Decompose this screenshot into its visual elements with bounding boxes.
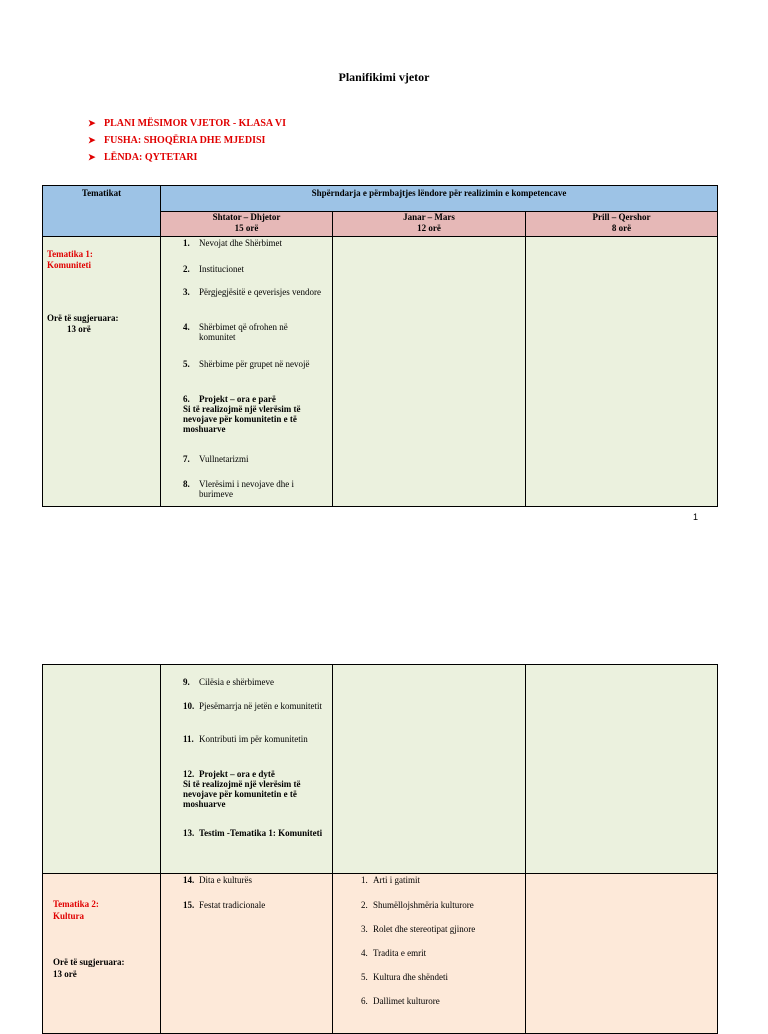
header-period-1: Shtator – Dhjetor 15 orë bbox=[161, 212, 333, 237]
period-2-topics-cont bbox=[333, 665, 526, 874]
topic-item: 2. Shumëllojshmëria kulturore bbox=[361, 900, 474, 910]
period-1-topics bbox=[161, 237, 333, 507]
topic-item: 5. Shërbime për grupet në nevojë bbox=[183, 359, 310, 369]
period-2-topics bbox=[333, 237, 526, 507]
theme-2-hours-label: Orë të sugjeruara: bbox=[53, 957, 125, 967]
theme-1-name: Tematika 1: Komuniteti bbox=[47, 249, 93, 270]
theme-1-hours: 13 orë bbox=[67, 324, 91, 334]
arrow-icon: ➤ bbox=[88, 135, 96, 145]
period-3-theme2-topics bbox=[526, 874, 718, 1034]
topic-item: 1. Nevojat dhe Shërbimet bbox=[183, 238, 282, 248]
header-distribution: Shpërndarja e përmbajtjes lëndore për realizimin e kompetencave bbox=[161, 186, 718, 212]
theme-2-hours: 13 orë bbox=[53, 969, 77, 979]
period-2-theme2-topics bbox=[333, 874, 526, 1034]
period-1-topics-cont bbox=[161, 665, 333, 874]
header-period-3: Prill – Qershor 8 orë bbox=[526, 212, 718, 237]
document-title: Planifikimi vjetor bbox=[338, 70, 430, 84]
test-item: 13. Testim -Tematika 1: Komuniteti bbox=[183, 828, 323, 838]
arrow-icon: ➤ bbox=[88, 152, 96, 162]
bullet-plan: ➤ PLANI MËSIMOR VJETOR - KLASA VI bbox=[88, 118, 286, 129]
theme-2-cell bbox=[43, 874, 161, 1034]
topic-item: 14. Dita e kulturës bbox=[183, 875, 252, 885]
header-period-2: Janar – Mars 12 orë bbox=[333, 212, 526, 237]
period-1-theme2-topics bbox=[161, 874, 333, 1034]
project-item: 6. Projekt – ora e parë Si të realizojmë një vlerësim të nevojave për komunitetin e të moshuarve bbox=[183, 394, 301, 434]
topic-item: 4. Tradita e emrit bbox=[361, 948, 427, 958]
annual-plan-table-page1 bbox=[42, 185, 718, 507]
theme-2-name: Tematika 2: Kultura bbox=[53, 899, 99, 921]
topic-item: 11. Kontributi im për komunitetin bbox=[183, 734, 308, 744]
topic-item: 5. Kultura dhe shëndeti bbox=[361, 972, 448, 982]
topic-item: 6. Dallimet kulturore bbox=[361, 996, 440, 1006]
project-item: 12. Projekt – ora e dytë Si të realizojmë një vlerësim të nevojave për komunitetin e të moshuarve bbox=[183, 769, 301, 809]
period-3-topics-cont bbox=[526, 665, 718, 874]
topic-item: 15. Festat tradicionale bbox=[183, 900, 266, 910]
topic-item: 7. Vullnetarizmi bbox=[183, 454, 249, 464]
period-3-topics bbox=[526, 237, 718, 507]
header-tematikat: Tematikat bbox=[43, 186, 161, 237]
topic-item: 10. Pjesëmarrja në jetën e komunitetit bbox=[183, 701, 322, 711]
bullet-field: ➤ FUSHA: SHOQËRIA DHE MJEDISI bbox=[88, 135, 266, 146]
topic-item: 3. Rolet dhe stereotipat gjinore bbox=[361, 924, 476, 934]
bullet-subject: ➤ LËNDA: QYTETARI bbox=[88, 152, 198, 163]
topic-item: 9. Cilësia e shërbimeve bbox=[183, 677, 274, 687]
topic-item: 4. Shërbimet që ofrohen në komunitet bbox=[183, 322, 288, 342]
topic-item: 1. Arti i gatimit bbox=[361, 875, 420, 885]
page-number: 1 bbox=[693, 512, 699, 522]
topic-item: 2. Institucionet bbox=[183, 264, 244, 274]
theme-1-continued-cell bbox=[43, 665, 161, 874]
theme-1-hours-label: Orë të sugjeruara: bbox=[47, 313, 119, 323]
topic-item: 8. Vlerësimi i nevojave dhe i burimeve bbox=[183, 479, 294, 499]
header-bullets bbox=[88, 117, 286, 168]
theme-1-cell bbox=[43, 237, 161, 507]
topic-item: 3. Përgjegjësitë e qeverisjes vendore bbox=[183, 287, 322, 297]
arrow-icon: ➤ bbox=[88, 118, 96, 128]
annual-plan-table-page2 bbox=[42, 664, 718, 1034]
